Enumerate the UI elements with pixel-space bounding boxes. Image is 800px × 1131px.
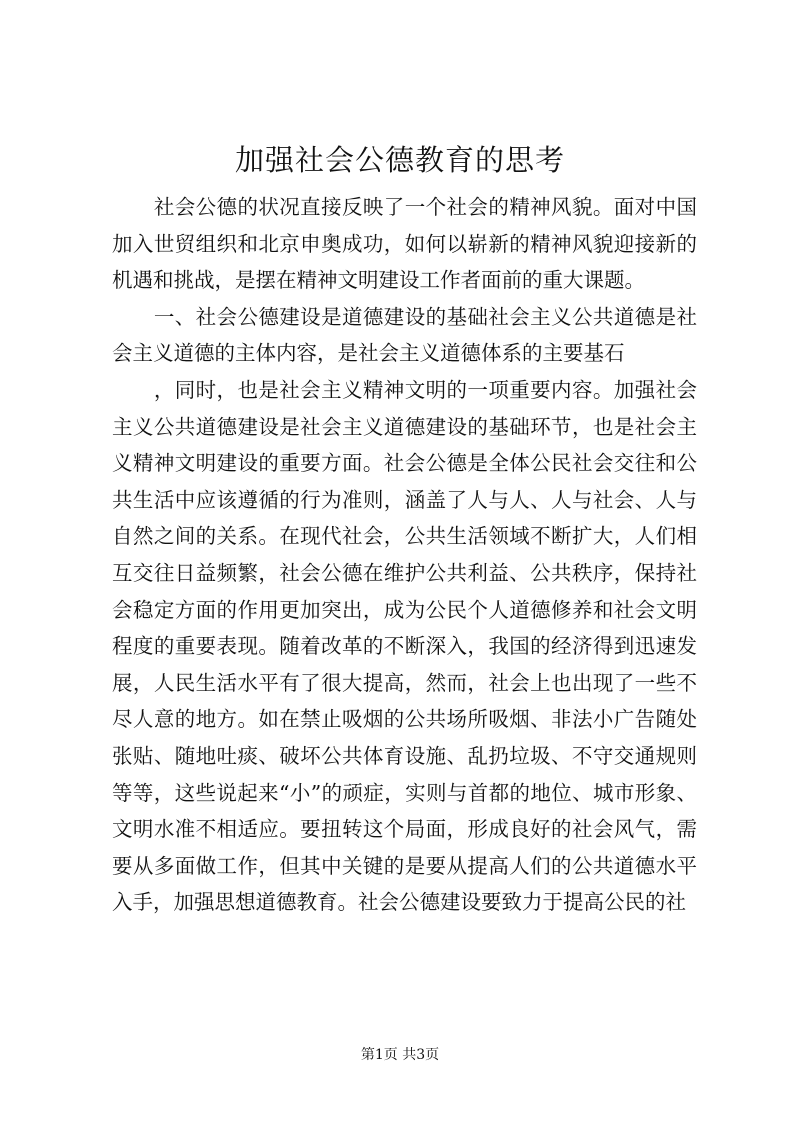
document-body (112, 189, 697, 921)
page-footer: 第1页 共3页 (360, 1047, 440, 1063)
paragraph: 一、社会公德建设是道德建设的基础社会主义公共道德是社会主义道德的主体内容，是社会主义道德体系的主要基石 (112, 304, 697, 366)
document-title: 加强社会公德教育的思考 (234, 143, 565, 177)
paragraph: ，同时，也是社会主义精神文明的一项重要内容。加强社会主义公共道德建设是社会主义道德建设的基础环节，也是社会主义精神文明建设的重要方面。社会公德是全体公民社会交往和公共生活中应该遵循的行为准则，涵盖了人与人、人与社会、人与自然之间的关系。在现代社会，公共生活领域不断扩大，人们相互交往日益频繁，社会公德在维护公共利益、公共秩序，保持社会稳定方面的作用更加突出，成为公民个人道德修养和社会文明程度的重要表现。随着改革的不断深入，我国的经济得到迅速发展，人民生活水平有了很大提高，然而，社会上也出现了一些不尽人意的地方。如在禁止吸烟的公共场所吸烟、非法小广告随处张贴、随地吐痰、破坏公共体育设施、乱扔垃圾、不守交通规则等等，这些说起来“小”的顽症，实则与首都的地位、城市形象、文明水准不相适应。要扭转这个局面，形成良好的社会风气，需要从多面做工作，但其中关键的是要从提高人们的公共道德水平入手，加强思想道德教育。社会公德建设要致力于提高公民的社 (112, 377, 697, 915)
paragraph: 社会公德的状况直接反映了一个社会的精神风貌。面对中国加入世贸组织和北京申奥成功，如何以崭新的精神风貌迎接新的机遇和挑战，是摆在精神文明建设工作者面前的重大课题。 (112, 195, 697, 293)
